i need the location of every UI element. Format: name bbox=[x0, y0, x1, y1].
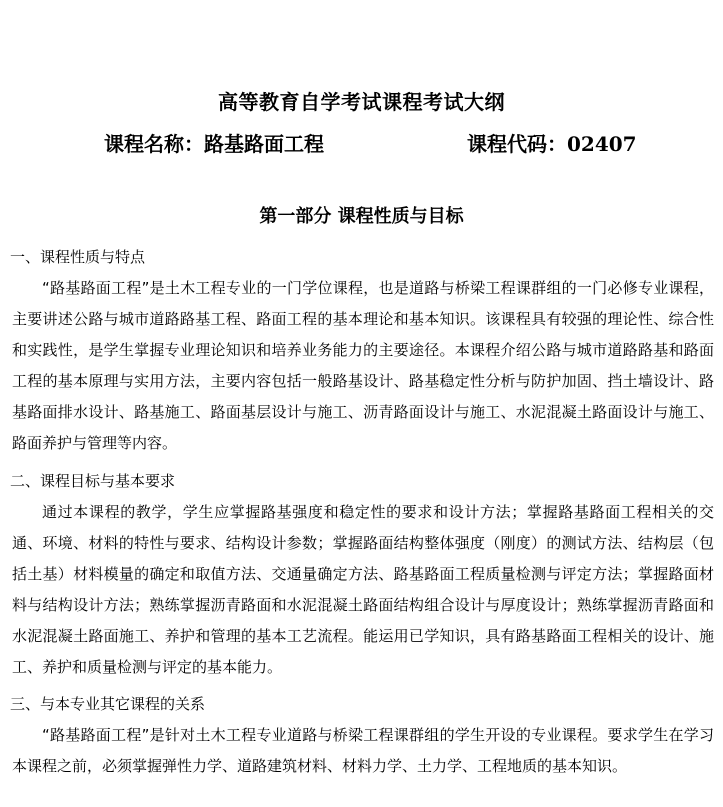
section-paragraph-2: 通过本课程的教学，学生应掌握路基强度和稳定性的要求和设计方法；掌握路基路面工程相关的交通、环境、材料的特性与要求、结构设计参数；掌握路面结构整体强度（刚度）的测试方法、结构层（包括土基）材料模量的确定和取值方法、交通量确定方法、路基路面工程质量检测与评定方法；掌握路面材料与结构设计方法；熟练掌握沥青路面和水泥混凝土路面结构组合设计与厚度设计；熟练掌握沥青路面和水泥混凝土路面施工、养护和管理的基本工艺流程。能运用已学知识，具有路基路面工程相关的设计、施工、养护和质量检测与评定的基本能力。 bbox=[12, 503, 714, 676]
section-heading-3: 三、与本专业其它课程的关系 bbox=[10, 695, 206, 713]
section-heading-2: 二、课程目标与基本要求 bbox=[10, 472, 176, 490]
part-title: 第一部分 课程性质与目标 bbox=[259, 206, 464, 227]
course-code: 课程代码：02407 bbox=[467, 132, 637, 156]
section-heading-1: 一、课程性质与特点 bbox=[10, 248, 146, 266]
document-title: 高等教育自学考试课程考试大纲 bbox=[218, 90, 505, 114]
course-name: 课程名称：路基路面工程 bbox=[104, 132, 324, 156]
course-info-line bbox=[0, 128, 723, 154]
section-paragraph-1: “路基路面工程”是土木工程专业的一门学位课程，也是道路与桥梁工程课群组的一门必修专业课程，主要讲述公路与城市道路路基工程、路面工程的基本理论和基本知识。该课程具有较强的理论性、综合性和实践性，是学生掌握专业理论知识和培养业务能力的主要途径。本课程介绍公路与城市道路路基和路面工程的基本原理与实用方法，主要内容包括一般路基设计、路基稳定性分析与防护加固、挡土墙设计、路基路面排水设计、路基施工、路面基层设计与施工、沥青路面设计与施工、水泥混凝土路面设计与施工、路面养护与管理等内容。 bbox=[12, 279, 714, 452]
section-paragraph-3: “路基路面工程”是针对土木工程专业道路与桥梁工程课群组的学生开设的专业课程。要求学生在学习本课程之前，必须掌握弹性力学、道路建筑材料、材料力学、土力学、工程地质的基本知识。 bbox=[12, 726, 714, 775]
